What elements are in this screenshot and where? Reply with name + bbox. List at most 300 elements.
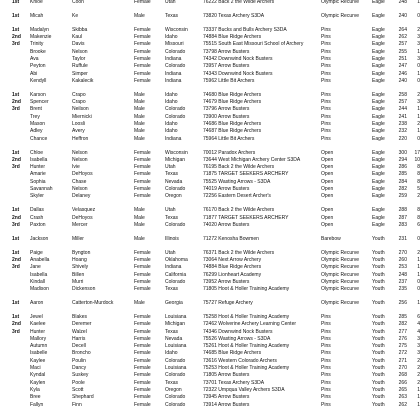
- state-cell: Colorado: [165, 221, 186, 228]
- gender-cell: Female: [134, 271, 151, 278]
- gender-cell: Female: [134, 256, 151, 263]
- place-cell: 1st: [12, 91, 20, 98]
- gender-cell: Female: [134, 70, 151, 77]
- x-count-cell: 3: [417, 335, 420, 342]
- last-name-cell: Delaney: [72, 193, 91, 200]
- first-name-cell: Aaron: [30, 300, 44, 306]
- first-name-cell: Kendyll: [30, 77, 47, 84]
- club-cell: 71805 Arrow Busters: [203, 372, 250, 379]
- place-cell: 3rd: [12, 328, 20, 335]
- division-cell: Olympic Recurve: [321, 286, 360, 293]
- x-count-cell: 8: [417, 214, 420, 221]
- last-name-cell: Deremer: [72, 321, 92, 328]
- score-cell: 246: [398, 70, 407, 77]
- division-cell: Open: [321, 221, 334, 228]
- division-cell: Pins: [321, 401, 331, 408]
- state-cell: Texas: [165, 286, 179, 293]
- class-cell: Eagle: [372, 193, 385, 200]
- division-cell: Open: [321, 171, 334, 178]
- score-cell: 282: [398, 186, 407, 192]
- first-name-cell: Kindall: [30, 278, 46, 285]
- score-cell: 256: [398, 300, 407, 306]
- first-name-cell: Fallyn: [30, 401, 44, 408]
- x-count-cell: 3: [417, 34, 420, 41]
- state-cell: Colorado: [165, 278, 186, 285]
- division-cell: Olympic Recurve: [321, 12, 360, 19]
- club-cell: 75962 Little Bit Archers: [203, 77, 255, 84]
- last-name-cell: Loosli: [72, 121, 86, 127]
- state-cell: Utah: [165, 207, 176, 214]
- club-cell: 74019 Arrow Busters: [203, 186, 250, 192]
- first-name-cell: Paige: [30, 249, 43, 256]
- score-cell: 277: [398, 328, 407, 335]
- state-cell: Oregon: [165, 193, 182, 200]
- club-cell: 73914 Arrow Busters: [203, 401, 250, 408]
- place-cell: 2nd: [12, 34, 21, 41]
- state-cell: Indiana: [165, 56, 182, 62]
- class-cell: Eagle: [372, 135, 385, 142]
- state-cell: Indiana: [165, 135, 182, 142]
- state-cell: California: [165, 271, 187, 278]
- score-cell: 220: [398, 135, 407, 142]
- club-cell: 72322 Umpqua Valley Archers S3DA: [203, 386, 285, 393]
- score-cell: 241: [398, 113, 407, 120]
- score-cell: 263: [398, 394, 407, 401]
- state-cell: Wisconsin: [165, 26, 188, 33]
- division-cell: Pins: [321, 41, 331, 48]
- gender-cell: Male: [134, 106, 145, 113]
- division-cell: Olympic Recurve: [321, 256, 360, 263]
- state-cell: Idaho: [165, 350, 178, 357]
- result-row: [0, 192, 420, 200]
- club-cell: 76170 Back 2 the Wilde Archers: [203, 207, 275, 214]
- first-name-cell: Kaylen: [30, 379, 46, 386]
- first-name-cell: Sophia: [30, 178, 46, 185]
- class-cell: Eagle: [372, 207, 385, 214]
- first-name-cell: Chloe: [30, 149, 44, 156]
- club-cell: 73900 Arrow Busters: [203, 113, 250, 120]
- division-cell: Pins: [321, 77, 331, 84]
- score-cell: 253: [398, 264, 407, 271]
- state-cell: Louisiana: [165, 365, 187, 371]
- state-cell: Nevada: [165, 335, 183, 342]
- division-cell: Pins: [321, 343, 331, 350]
- first-name-cell: Autumn: [30, 343, 48, 350]
- state-cell: Colorado: [165, 63, 186, 70]
- last-name-cell: Ruffule: [72, 63, 88, 70]
- last-name-cell: Harris: [72, 335, 86, 342]
- last-name-cell: Coon: [72, 0, 84, 5]
- club-cell: 76222 Back 2 the Wilde Archers: [203, 0, 275, 5]
- x-count-cell: 2: [417, 121, 420, 127]
- gender-cell: Female: [134, 164, 151, 171]
- gender-cell: Female: [134, 26, 151, 33]
- x-count-cell: 2: [417, 379, 420, 386]
- score-cell: 251: [398, 56, 407, 62]
- gender-cell: Female: [134, 321, 151, 328]
- place-cell: 1st: [12, 313, 20, 320]
- club-cell: 74679 Blue Ridge Archers: [203, 99, 262, 106]
- result-row: [0, 221, 420, 229]
- x-count-cell: 1: [417, 394, 420, 401]
- class-cell: Youth: [372, 256, 385, 263]
- last-name-cell: Scott: [72, 386, 84, 393]
- class-cell: Youth: [372, 321, 385, 328]
- division-cell: Olympic Recurve: [321, 249, 360, 256]
- score-cell: 294: [398, 156, 407, 163]
- last-name-cell: DeHoyos: [72, 171, 93, 178]
- last-name-cell: Blakes: [72, 313, 88, 320]
- place-cell: 1st: [12, 300, 20, 306]
- x-count-cell: 3: [417, 41, 420, 48]
- club-cell: 73796 Arrow Busters: [203, 106, 250, 113]
- division-cell: Pins: [321, 135, 331, 142]
- last-name-cell: Velasquez: [72, 207, 96, 214]
- score-cell: 257: [398, 41, 407, 48]
- class-cell: Youth: [372, 249, 385, 256]
- division-cell: Pins: [321, 34, 331, 41]
- x-count-cell: 0: [417, 63, 420, 70]
- score-cell: 266: [398, 379, 407, 386]
- club-cell: 75964 Little Bit Archers: [203, 135, 255, 142]
- last-name-cell: Shively: [72, 264, 89, 271]
- x-count-cell: 10: [414, 156, 420, 163]
- x-count-cell: 0: [417, 77, 420, 84]
- last-name-cell: Kaul: [72, 34, 83, 41]
- gender-cell: Female: [134, 149, 151, 156]
- state-cell: Colorado: [165, 48, 186, 55]
- class-cell: Youth: [372, 350, 385, 357]
- club-cell: 74343 Downwind Nock Busters: [203, 70, 273, 77]
- gender-cell: Male: [134, 235, 145, 242]
- class-cell: Youth: [372, 386, 385, 393]
- x-count-cell: 1: [417, 128, 420, 135]
- first-name-cell: Isabella: [30, 271, 48, 278]
- place-cell: 1st: [12, 235, 20, 242]
- last-name-cell: Ke: [72, 12, 79, 19]
- last-name-cell: Kakalecik: [72, 77, 94, 84]
- first-name-cell: Abi: [30, 70, 38, 77]
- state-cell: Illinois: [165, 235, 179, 242]
- club-cell: 75253 Hoot & Holler Training Academy: [203, 365, 290, 371]
- last-name-cell: DeHoyos: [72, 214, 93, 221]
- x-count-cell: 3: [417, 343, 420, 350]
- state-cell: Nevada: [165, 178, 183, 185]
- division-cell: Open: [321, 214, 334, 221]
- division-cell: Olympic Recurve: [321, 264, 360, 271]
- state-cell: Texas: [165, 379, 179, 386]
- score-cell: 255: [398, 48, 407, 55]
- gender-cell: Female: [134, 401, 151, 408]
- place-cell: 3rd: [12, 41, 20, 48]
- division-cell: Pins: [321, 394, 331, 401]
- x-count-cell: 3: [417, 350, 420, 357]
- last-name-cell: Catterton-Murdock: [72, 300, 114, 306]
- result-row: [0, 77, 420, 85]
- class-cell: Youth: [372, 286, 385, 293]
- x-count-cell: 2: [417, 91, 420, 98]
- division-cell: Pins: [321, 357, 331, 364]
- state-cell: Texas: [165, 214, 179, 221]
- first-name-cell: Paxton: [30, 221, 46, 228]
- class-cell: Youth: [372, 271, 385, 278]
- division-cell: Open: [321, 164, 334, 171]
- x-count-cell: 1: [417, 256, 420, 263]
- score-cell: 238: [398, 121, 407, 127]
- last-name-cell: Heffron: [72, 135, 89, 142]
- last-name-cell: Simper: [72, 70, 88, 77]
- division-cell: Open: [321, 193, 334, 200]
- place-cell: 2nd: [12, 321, 21, 328]
- division-cell: Pins: [321, 63, 331, 70]
- club-cell: 74342 Downwind Nock Busters: [203, 56, 273, 62]
- gender-cell: Female: [134, 34, 151, 41]
- gender-cell: Male: [134, 113, 145, 120]
- last-name-cell: Nelson: [72, 156, 88, 163]
- score-cell: 300: [398, 149, 407, 156]
- class-cell: Youth: [372, 357, 385, 364]
- x-count-cell: 0: [417, 235, 420, 242]
- gender-cell: Female: [134, 178, 151, 185]
- club-cell: 73064 Next Arrow Archery: [203, 256, 262, 263]
- state-cell: Georgia: [165, 300, 183, 306]
- x-count-cell: 6: [417, 313, 420, 320]
- division-cell: Olympic Recurve: [321, 0, 360, 5]
- class-cell: Youth: [372, 401, 385, 408]
- state-cell: Colorado: [165, 186, 186, 192]
- club-cell: 74680 Blue Ridge Archers: [203, 91, 262, 98]
- class-cell: Eagle: [372, 128, 385, 135]
- state-cell: Texas: [165, 12, 179, 19]
- division-cell: Pins: [321, 379, 331, 386]
- gender-cell: Female: [134, 56, 151, 62]
- last-name-cell: Byngton: [72, 249, 91, 256]
- gender-cell: Female: [134, 313, 151, 320]
- state-cell: Utah: [165, 249, 176, 256]
- place-cell: 1st: [12, 249, 20, 256]
- club-cell: 74884 Blue Ridge Archers: [203, 264, 262, 271]
- first-name-cell: Micah: [30, 12, 44, 19]
- x-count-cell: 8: [417, 171, 420, 178]
- result-row: [0, 285, 420, 293]
- score-cell: 282: [398, 321, 407, 328]
- club-cell: 73952 Arrow Busters: [203, 278, 250, 285]
- club-cell: 73945 Arrow Busters: [203, 394, 250, 401]
- first-name-cell: Hunter: [30, 328, 46, 335]
- state-cell: Texas: [165, 171, 179, 178]
- first-name-cell: Peyton: [30, 63, 46, 70]
- gender-cell: Female: [134, 186, 151, 192]
- score-cell: 272: [398, 350, 407, 357]
- gender-cell: Female: [134, 0, 151, 5]
- division-cell: Pins: [321, 106, 331, 113]
- place-cell: 3rd: [12, 164, 20, 171]
- score-cell: 260: [398, 256, 407, 263]
- division-cell: Pins: [321, 56, 331, 62]
- club-cell: 76299 Lionheart Academy: [203, 271, 262, 278]
- class-cell: Eagle: [372, 56, 385, 62]
- x-count-cell: 8: [417, 164, 420, 171]
- last-name-cell: Finn: [72, 401, 82, 408]
- class-cell: Eagle: [372, 156, 385, 163]
- place-cell: 1st: [12, 149, 20, 156]
- gender-cell: Female: [134, 249, 151, 256]
- x-count-cell: 2: [417, 365, 420, 371]
- division-cell: Olympic Recurve: [321, 300, 360, 306]
- first-name-cell: Madison: [30, 286, 49, 293]
- score-cell: 240: [398, 12, 407, 19]
- last-name-cell: Hoang: [72, 256, 87, 263]
- result-row: [0, 12, 420, 20]
- score-cell: 285: [398, 313, 407, 320]
- x-count-cell: 8: [417, 178, 420, 185]
- state-cell: Utah: [165, 0, 176, 5]
- x-count-cell: 0: [417, 135, 420, 142]
- score-cell: 275: [398, 343, 407, 350]
- club-cell: 74884 Blue Ridge Archers: [203, 34, 262, 41]
- class-cell: Youth: [372, 343, 385, 350]
- class-cell: Youth: [372, 365, 385, 371]
- gender-cell: Male: [134, 135, 145, 142]
- division-cell: Open: [321, 207, 334, 214]
- class-cell: Eagle: [372, 106, 385, 113]
- gender-cell: Female: [134, 357, 151, 364]
- first-name-cell: Kyndal: [30, 372, 46, 379]
- first-name-cell: Spencer: [30, 99, 49, 106]
- last-name-cell: Dancy: [72, 365, 87, 371]
- score-cell: 285: [398, 171, 407, 178]
- score-cell: 258: [398, 91, 407, 98]
- state-cell: Colorado: [165, 372, 186, 379]
- club-cell: 71272 Kenosha Bowmen: [203, 235, 259, 242]
- last-name-cell: Nelson: [72, 186, 88, 192]
- division-cell: Pins: [321, 372, 331, 379]
- club-cell: 73820 Texas Archery S3DA: [203, 12, 265, 19]
- score-cell: 248: [398, 0, 407, 5]
- first-name-cell: Trinity: [30, 41, 44, 48]
- club-cell: 75515 South East Missouri School of Archery: [203, 41, 304, 48]
- club-cell: 74020 Arrow Busters: [203, 221, 250, 228]
- last-name-cell: Crapo: [72, 91, 86, 98]
- last-name-cell: Nelson: [72, 149, 88, 156]
- first-name-cell: Mason: [30, 121, 46, 127]
- result-row: [0, 235, 420, 243]
- last-name-cell: Walzel: [72, 328, 87, 335]
- club-cell: 75525 Wasting Arrows - S3DA: [203, 178, 271, 185]
- class-cell: Youth: [372, 300, 385, 306]
- class-cell: Youth: [372, 264, 385, 271]
- last-name-cell: Davis: [72, 41, 85, 48]
- score-cell: 257: [398, 99, 407, 106]
- first-name-cell: Makenzie: [30, 34, 52, 41]
- gender-cell: Female: [134, 171, 151, 178]
- result-row: [0, 401, 420, 409]
- gender-cell: Male: [134, 207, 145, 214]
- x-count-cell: 0: [417, 278, 420, 285]
- gender-cell: Male: [134, 128, 145, 135]
- gender-cell: Male: [134, 221, 145, 228]
- x-count-cell: 1: [417, 113, 420, 120]
- score-cell: 284: [398, 178, 407, 185]
- club-cell: 72256 Eastern Desert Archer's: [203, 193, 271, 200]
- division-cell: Pins: [321, 365, 331, 371]
- last-name-cell: Dickenson: [72, 286, 96, 293]
- score-cell: 265: [398, 386, 407, 393]
- first-name-cell: Crash: [30, 214, 44, 221]
- last-name-cell: Shephard: [72, 394, 94, 401]
- score-cell: 247: [398, 63, 407, 70]
- class-cell: Eagle: [372, 113, 385, 120]
- x-count-cell: 1: [417, 0, 420, 5]
- x-count-cell: 1: [417, 106, 420, 113]
- class-cell: Eagle: [372, 41, 385, 48]
- class-cell: Youth: [372, 235, 385, 242]
- place-cell: 2nd: [12, 99, 21, 106]
- last-name-cell: Crapo: [72, 99, 86, 106]
- class-cell: Youth: [372, 372, 385, 379]
- score-cell: 268: [398, 372, 407, 379]
- first-name-cell: Isabelle: [30, 350, 48, 357]
- last-name-cell: Miernicki: [72, 113, 92, 120]
- score-cell: 287: [398, 214, 407, 221]
- division-cell: Pins: [321, 99, 331, 106]
- gender-cell: Female: [134, 365, 151, 371]
- x-count-cell: 1: [417, 271, 420, 278]
- club-cell: 75727 Refuge Archery: [203, 300, 253, 306]
- x-count-cell: 2: [417, 193, 420, 200]
- gender-cell: Female: [134, 343, 151, 350]
- class-cell: Eagle: [372, 26, 385, 33]
- first-name-cell: Hunter: [30, 164, 46, 171]
- state-cell: Colorado: [165, 357, 186, 364]
- division-cell: Pins: [321, 48, 331, 55]
- first-name-cell: Dallas: [30, 207, 44, 214]
- club-cell: 75258 Hoot & Holler Training Academy: [203, 313, 290, 320]
- x-count-cell: 2: [417, 26, 420, 33]
- first-name-cell: Jewel: [30, 313, 43, 320]
- first-name-cell: Kaelee: [30, 321, 46, 328]
- gender-cell: Female: [134, 350, 151, 357]
- first-name-cell: Isabella: [30, 156, 48, 163]
- last-name-cell: Billen: [72, 271, 85, 278]
- first-name-cell: Maci: [30, 365, 41, 371]
- class-cell: Eagle: [372, 34, 385, 41]
- division-cell: Pins: [321, 350, 331, 357]
- gender-cell: Female: [134, 394, 151, 401]
- state-cell: Indiana: [165, 77, 182, 84]
- place-cell: 2nd: [12, 214, 21, 221]
- gender-cell: Female: [134, 286, 151, 293]
- club-cell: 71875 TARGET SEEKERS ARCHERY: [203, 171, 289, 178]
- state-cell: Idaho: [165, 128, 178, 135]
- score-cell: 271: [398, 357, 407, 364]
- division-cell: Pins: [321, 121, 331, 127]
- division-cell: Pins: [321, 91, 331, 98]
- last-name-cell: Poulin: [72, 357, 86, 364]
- place-cell: 3rd: [12, 264, 20, 271]
- first-name-cell: Chance: [30, 135, 48, 142]
- score-cell: 283: [398, 221, 407, 228]
- x-count-cell: 4: [417, 321, 420, 328]
- x-count-cell: 1: [417, 264, 420, 271]
- division-cell: Open: [321, 156, 334, 163]
- club-cell: 73798 Arrow Busters: [203, 48, 250, 55]
- class-cell: Eagle: [372, 164, 385, 171]
- class-cell: Eagle: [372, 149, 385, 156]
- first-name-cell: Kaylee: [30, 357, 46, 364]
- score-cell: 270: [398, 249, 407, 256]
- first-name-cell: Khloe: [30, 0, 43, 5]
